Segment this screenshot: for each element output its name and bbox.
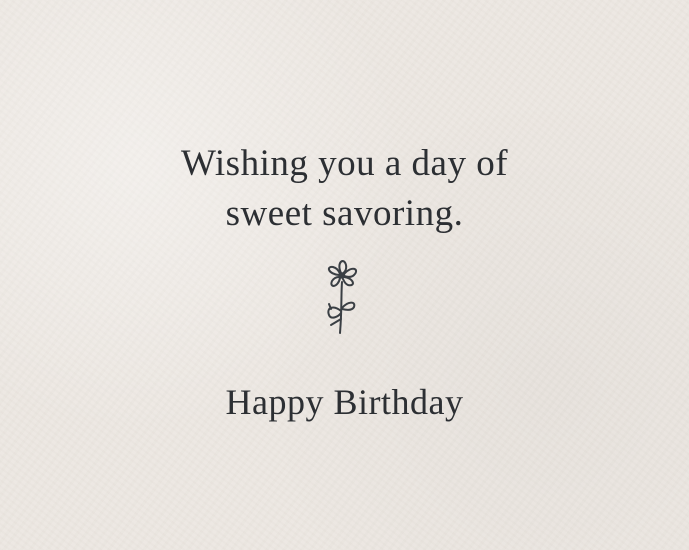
message-line-2: sweet savoring. xyxy=(225,193,464,234)
flower-icon xyxy=(316,253,368,339)
closing-greeting: Happy Birthday xyxy=(225,382,464,422)
message-line-1: Wishing you a day of xyxy=(180,143,509,184)
